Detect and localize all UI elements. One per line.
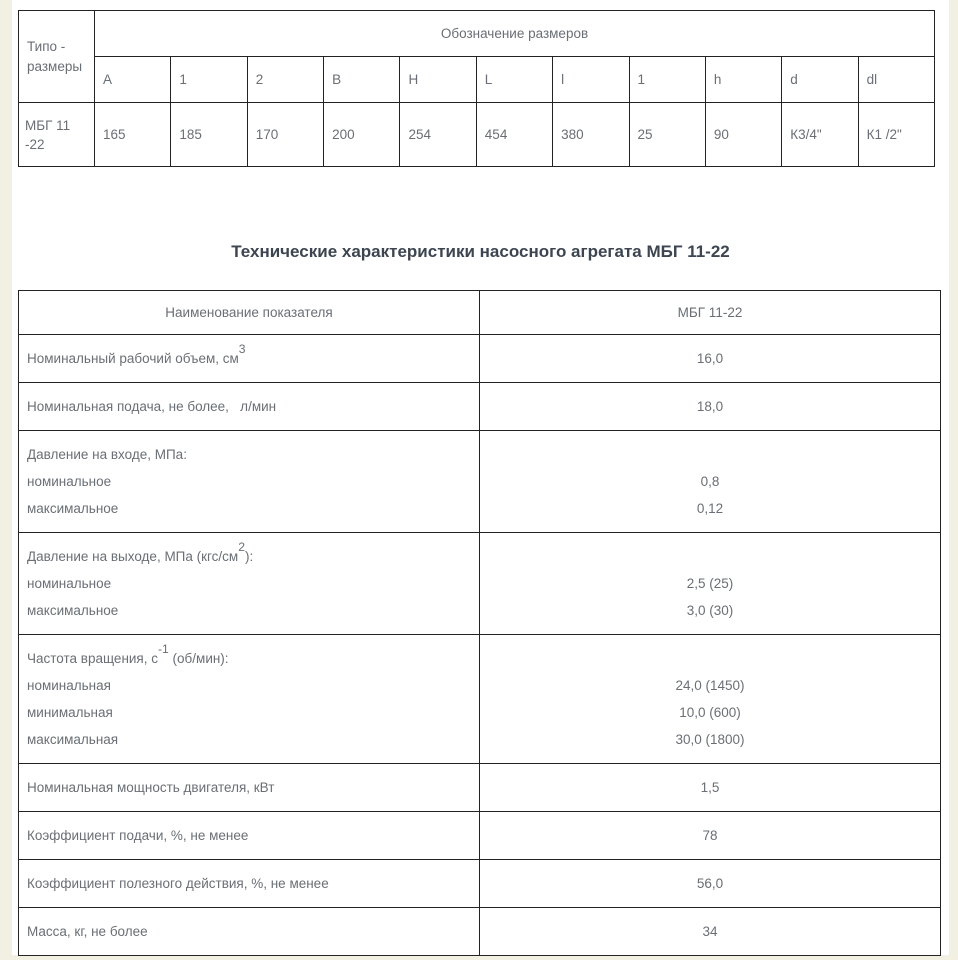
- size-column-header: 1: [629, 57, 705, 103]
- text-segment: 78: [702, 828, 718, 843]
- spec-value-line: [488, 345, 932, 372]
- content-area: [12, 0, 949, 955]
- text-segment: минимальная: [27, 705, 113, 720]
- size-column-header: 1: [171, 57, 247, 103]
- spec-row: [19, 764, 941, 812]
- spec-value-line: [488, 645, 932, 672]
- size-value-cell: 200: [324, 103, 400, 167]
- spec-row: [19, 860, 941, 908]
- size-value-cell: 454: [476, 103, 552, 167]
- size-table-group-header: Обозначение размеров: [95, 11, 935, 57]
- spec-row: [19, 908, 941, 956]
- size-table: [18, 10, 935, 167]
- text-segment: Давление на входе, МПа:: [27, 447, 187, 462]
- spec-value-line: [488, 597, 932, 624]
- spec-label-line: [27, 441, 471, 468]
- text-segment: 56,0: [696, 876, 724, 891]
- size-value-cell: 380: [553, 103, 629, 167]
- spec-label-line: [27, 570, 471, 597]
- spec-row: [19, 383, 941, 431]
- spec-value-cell: [480, 860, 941, 908]
- text-segment: 16,0: [696, 351, 724, 366]
- spec-label-line: [27, 495, 471, 522]
- text-segment: номинальное: [27, 474, 112, 489]
- spec-value-cell: [480, 812, 941, 860]
- spec-label-cell: [19, 533, 480, 635]
- spec-value-line: [488, 570, 932, 597]
- size-value-cell: 25: [629, 103, 705, 167]
- spec-row: [19, 533, 941, 635]
- spec-value-line: [488, 726, 932, 753]
- spec-label-line: [27, 539, 471, 570]
- spec-value-cell: [480, 335, 941, 383]
- text-segment: 30,0 (1800): [675, 732, 745, 747]
- size-value-cell: 254: [400, 103, 476, 167]
- spec-value-line: [488, 468, 932, 495]
- size-value-cell: 165: [95, 103, 171, 167]
- spec-value-line: [488, 918, 932, 945]
- spec-label-line: [27, 774, 471, 801]
- text-segment: Коэффициент подачи, %, не менее: [27, 828, 249, 843]
- text-segment: ):: [244, 549, 254, 564]
- spec-value-line: [488, 870, 932, 897]
- spec-value-line: [488, 672, 932, 699]
- spec-value-line: [488, 543, 932, 570]
- size-table-subheader-row: [19, 57, 935, 103]
- text-segment: максимальная: [27, 732, 119, 747]
- spec-row: [19, 635, 941, 764]
- spec-label-line: [27, 870, 471, 897]
- text-segment: Давление на выходе, МПа (кгс/см: [27, 549, 239, 564]
- text-segment: номинальное: [27, 576, 112, 591]
- spec-label-line: [27, 672, 471, 699]
- text-segment: 24,0 (1450): [675, 678, 745, 693]
- spec-label-cell: [19, 335, 480, 383]
- text-segment: Коэффициент полезного действия, %, не менее: [27, 876, 329, 891]
- text-segment: 3,0 (30): [686, 603, 734, 618]
- spec-value-cell: [480, 533, 941, 635]
- size-column-header: h: [705, 57, 781, 103]
- spec-value-line: [488, 822, 932, 849]
- text-segment: Масса, кг, не более: [27, 924, 148, 939]
- spec-row: [19, 812, 941, 860]
- text-segment: 1,5: [700, 780, 720, 795]
- size-table-data-row: [19, 103, 935, 167]
- spec-label-line: [27, 641, 471, 672]
- size-column-header: B: [324, 57, 400, 103]
- spec-label-line: [27, 699, 471, 726]
- section-title: Технические характеристики насосного агрегата МБГ 11-22: [231, 242, 730, 261]
- size-row-label: МБГ 11 -22: [19, 103, 95, 167]
- text-segment: Частота вращения, с: [27, 651, 158, 666]
- text-segment: (об/мин):: [168, 651, 229, 666]
- size-value-cell: 90: [705, 103, 781, 167]
- spec-value-line: [488, 441, 932, 468]
- size-column-header: 2: [247, 57, 323, 103]
- spec-value-cell: [480, 635, 941, 764]
- spec-row: [19, 431, 941, 533]
- spec-header-model: МБГ 11-22: [480, 291, 941, 335]
- spec-table: [18, 290, 941, 956]
- spec-label-cell: [19, 383, 480, 431]
- superscript: 2: [238, 539, 245, 554]
- spec-label-cell: [19, 908, 480, 956]
- spec-label-cell: [19, 860, 480, 908]
- spec-row: [19, 335, 941, 383]
- text-segment: Номинальная мощность двигателя, кВт: [27, 780, 275, 795]
- spec-label-cell: [19, 431, 480, 533]
- spec-value-line: [488, 699, 932, 726]
- spec-label-line: [27, 393, 471, 420]
- spec-value-cell: [480, 908, 941, 956]
- size-table-header-row: [19, 11, 935, 57]
- text-segment: 10,0 (600): [679, 705, 741, 720]
- superscript: 3: [238, 341, 246, 356]
- text-segment: Номинальный рабочий объем, см: [27, 351, 239, 366]
- spec-label-line: [27, 822, 471, 849]
- size-table-corner-cell: Типо - размеры: [19, 11, 95, 103]
- spec-value-line: [488, 774, 932, 801]
- spec-label-line: [27, 726, 471, 753]
- spec-header-name: Наименование показателя: [19, 291, 480, 335]
- text-segment: 34: [702, 924, 718, 939]
- size-column-header: L: [476, 57, 552, 103]
- spec-label-line: [27, 597, 471, 624]
- text-segment: 0,12: [696, 501, 724, 516]
- spec-value-cell: [480, 383, 941, 431]
- text-segment: максимальное: [27, 603, 119, 618]
- spec-value-line: [488, 495, 932, 522]
- text-segment: 18,0: [696, 399, 724, 414]
- spec-label-cell: [19, 635, 480, 764]
- spec-header-row: [19, 291, 941, 335]
- text-segment: 0,8: [700, 474, 720, 489]
- spec-label-line: [27, 918, 471, 945]
- spec-label-cell: [19, 812, 480, 860]
- text-segment: Номинальная подача, не более, л/мин: [27, 399, 277, 414]
- spec-label-line: [27, 341, 471, 372]
- text-segment: максимальное: [27, 501, 119, 516]
- spec-value-cell: [480, 764, 941, 812]
- spec-value-cell: [480, 431, 941, 533]
- text-segment: 2,5 (25): [686, 576, 734, 591]
- size-column-header: H: [400, 57, 476, 103]
- size-column-header: d: [782, 57, 858, 103]
- size-value-cell: 170: [247, 103, 323, 167]
- size-value-cell: 185: [171, 103, 247, 167]
- size-value-cell: К1 /2": [858, 103, 934, 167]
- size-column-header: A: [95, 57, 171, 103]
- spec-label-line: [27, 468, 471, 495]
- superscript: -1: [158, 641, 169, 656]
- spec-label-cell: [19, 764, 480, 812]
- text-segment: номинальная: [27, 678, 111, 693]
- size-value-cell: К3/4": [782, 103, 858, 167]
- size-column-header: l: [553, 57, 629, 103]
- size-column-header: dl: [858, 57, 934, 103]
- spec-value-line: [488, 393, 932, 420]
